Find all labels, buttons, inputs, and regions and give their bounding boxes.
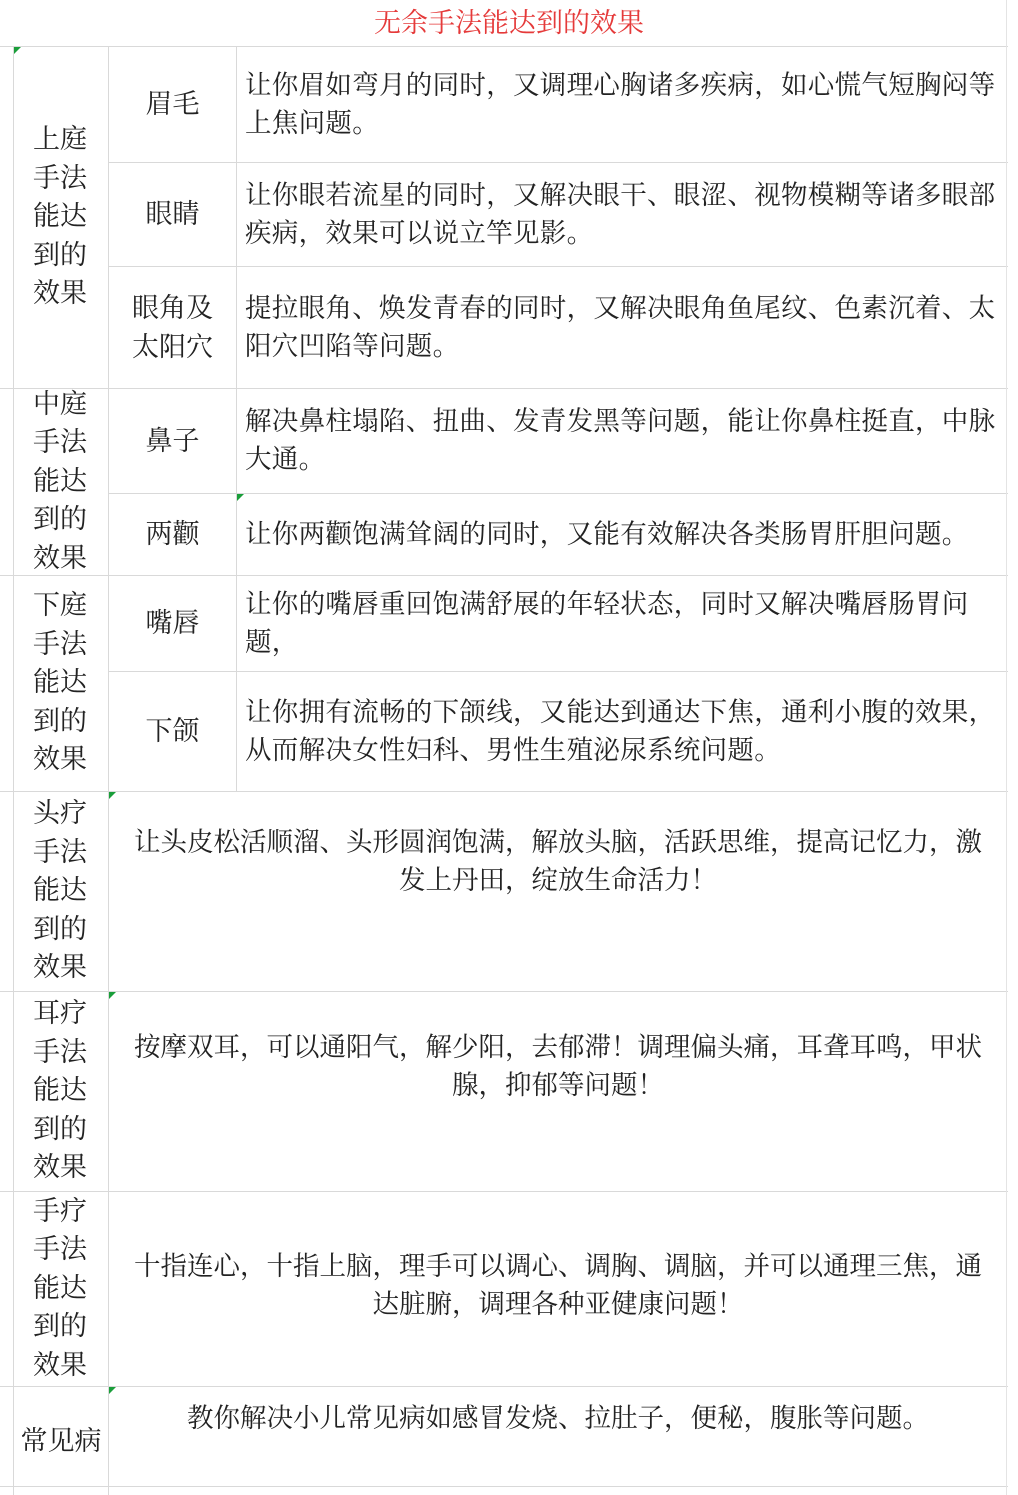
effect-text: 教你解决小儿常见病如感冒发烧、拉肚子，便秘，腹胀等问题。 [187,1403,929,1434]
effect-cell [109,792,1007,932]
category-label: 耳疗手法能达到的效果 [33,998,87,1184]
effect-cell [237,389,1007,493]
part-cell [109,267,236,388]
effect-text: 解决鼻柱塌陷、扭曲、发青发黑等问题，能让你鼻柱挺直，中脉大通。 [245,406,996,475]
part-label: 下颌 [145,716,200,747]
category-label: 上庭手法能达到的效果 [33,124,87,310]
part-cell [109,163,236,266]
category-cell [14,992,108,1191]
category-label: 下庭手法能达到的效果 [33,590,87,776]
effect-text: 让头皮松活顺溜、头形圆润饱满，解放头脑，活跃思维，提高记忆力，激发上丹田，绽放生命活力！ [134,827,982,896]
part-label: 眼角及太阳穴 [132,292,213,363]
part-label: 鼻子 [145,425,200,457]
category-cell [14,576,108,791]
part-label: 眉毛 [145,89,200,120]
effect-cell [109,1387,1007,1451]
effect-cell [237,47,1007,162]
category-cell [14,1192,108,1386]
part-cell [109,576,236,671]
category-label: 中庭手法能达到的效果 [33,388,87,574]
effect-text: 让你眼若流星的同时，又解决眼干、眼涩、视物模糊等诸多眼部疾病，效果可以说立竿见影。 [245,179,996,249]
effect-cell [237,267,1007,388]
effect-text: 提拉眼角、焕发青春的同时，又解决眼角鱼尾纹、色素沉着、太阳穴凹陷等问题。 [245,292,996,362]
grid-line [0,1486,1008,1487]
part-label: 两颧 [145,519,200,550]
effect-text: 让你的嘴唇重回饱满舒展的年轻状态，同时又解决嘴唇肠胃问题， [245,588,969,658]
part-label: 眼睛 [145,199,200,230]
category-label: 常见病 [20,1426,102,1457]
category-label: 头疗手法能达到的效果 [33,798,87,984]
part-cell [109,494,236,575]
part-cell [109,672,236,791]
effect-text: 让你眉如弯月的同时，又调理心胸诸多疾病，如心慌气短胸闷等上焦问题。 [245,69,996,139]
effect-text: 让你两颧饱满耸阔的同时，又能有效解决各类肠胃肝胆问题。 [245,518,969,550]
effect-text: 让你拥有流畅的下颌线，又能达到通达下焦，通利小腹的效果，从而解决女性妇科、男性生殖泌尿系统问题。 [245,696,996,766]
table-title: 无余手法能达到的效果 [374,8,644,39]
part-cell [109,389,236,493]
category-label: 手疗手法能达到的效果 [33,1195,87,1381]
effect-cell [109,1192,1007,1380]
effect-cell [237,163,1007,266]
category-cell [14,47,108,388]
part-cell [109,47,236,162]
effect-cell [237,672,1007,791]
category-cell [14,389,108,575]
effect-cell [237,576,1007,671]
effect-text: 十指连心，十指上脑，理手可以调心、调胸、调脑，并可以通理三焦，通达脏腑，调理各种亚健康问题！ [134,1251,982,1320]
effect-text: 按摩双耳，可以通阳气，解少阳，去郁滞！调理偏头痛，耳聋耳鸣，甲状腺，抑郁等问题！ [134,1032,982,1101]
effect-cell [109,992,1007,1142]
category-cell [14,1387,108,1486]
effect-cell [237,494,1007,575]
part-label: 嘴唇 [145,608,200,639]
category-cell [14,792,108,991]
